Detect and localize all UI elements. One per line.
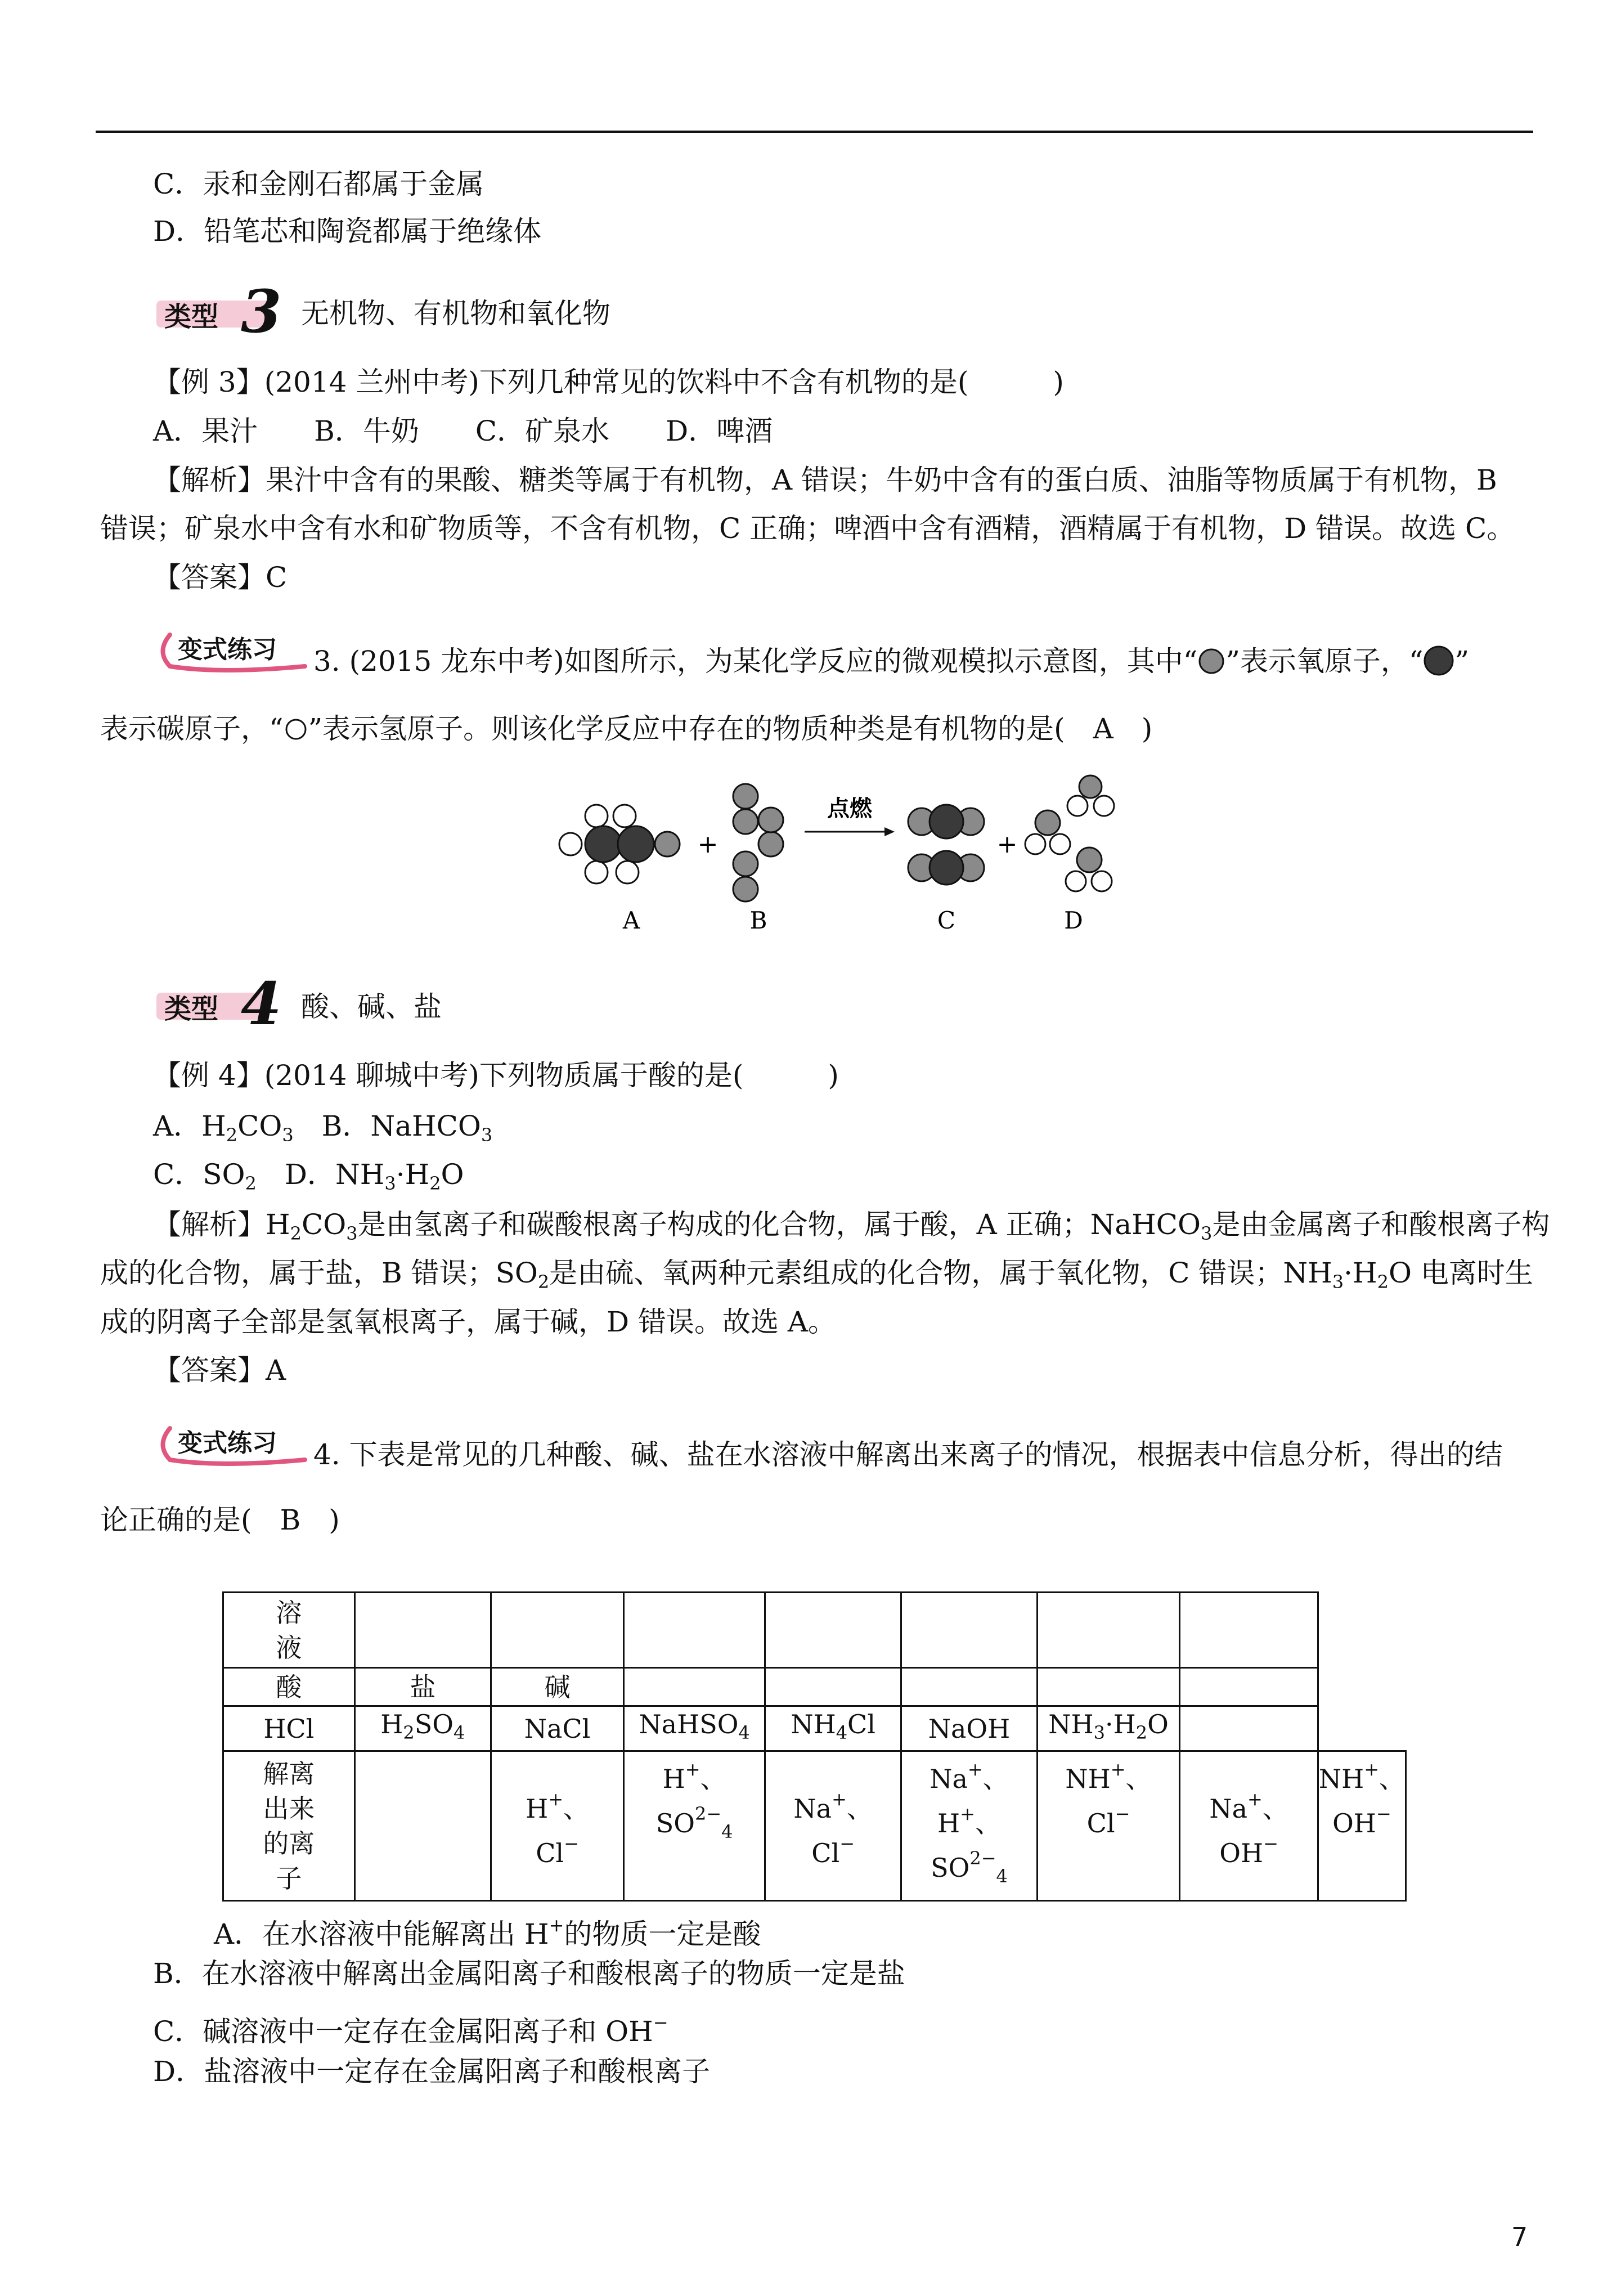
variant-3-line-1: 3. (2015 龙东中考)如图所示，为某化学反应的微观模拟示意图，其中“ ”表示氧原子，“ ” xyxy=(313,645,1469,678)
table-cell: $H_2SO_4$ xyxy=(354,1706,491,1751)
variant-4-option-d: D．盐溶液中一定存在金属阳离子和酸根离子 xyxy=(153,2055,711,2088)
table-cell: NaHSO$_4$ xyxy=(624,1706,765,1751)
table-row xyxy=(223,1668,1406,1706)
type-3-badge xyxy=(156,277,303,346)
table-cell: $NH_4Cl$ xyxy=(765,1706,901,1751)
variant-4-line-1: 4. 下表是常见的几种酸、碱、盐在水溶液中解离出来离子的情况，根据表中信息分析，得出的结 xyxy=(313,1438,1503,1471)
table-row xyxy=(223,1751,1406,1901)
example-3-question: 【例 3】(2014 兰州中考)下列几种常见的饮料中不含有机物的是( ) xyxy=(153,366,1064,398)
example-3-analysis-line-2: 错误；矿泉水中含有水和矿物质等，不含有机物，C 正确；啤酒中含有酒精，酒精属于有机物，D 错误。故选 C。 xyxy=(100,512,1515,545)
variant-3-badge xyxy=(153,629,311,674)
table-cell: NaOH xyxy=(901,1706,1037,1751)
molecule-a xyxy=(559,805,680,884)
type-number: 3 xyxy=(241,277,282,346)
variant-4-option-b: B．在水溶液中解离出金属阳离子和酸根离子的物质一定是盐 xyxy=(153,1957,905,1990)
variant-4-badge xyxy=(153,1423,311,1468)
example-4-options-cd: C．$SO_2$ D．$NH_3\cdot H_2O$ xyxy=(153,1158,464,1194)
table-cell: 盐 xyxy=(354,1668,491,1706)
table-cell: NH+、 Cl− xyxy=(1037,1751,1180,1901)
table-row xyxy=(223,1593,1406,1668)
table-cell: NaCl xyxy=(491,1706,623,1751)
type-label: 类型 xyxy=(164,993,219,1025)
arrow-label: 点燃 xyxy=(827,796,872,822)
variant-4-option-c: C．碱溶液中一定存在金属阳离子和 OH− xyxy=(153,2012,668,2048)
table-row xyxy=(223,1706,1406,1751)
label-a: A xyxy=(622,907,640,934)
label-c: C xyxy=(937,907,956,934)
table-cell: HCl xyxy=(223,1706,355,1751)
table-cell: Na+、 OH− xyxy=(1180,1751,1318,1901)
table-cell: H+、 Cl− xyxy=(491,1751,623,1901)
type-number: 4 xyxy=(241,969,282,1038)
molecule-d xyxy=(1025,775,1114,891)
option-d: D．铅笔芯和陶瓷都属于绝缘体 xyxy=(153,215,542,248)
example-3-options: A．果汁 B．牛奶 C．矿泉水 D．啤酒 xyxy=(153,415,773,447)
table-cell: Na+、H+、 $SO^{2-}_4$ xyxy=(901,1751,1037,1901)
table-cell: 解离 出来 的离 子 xyxy=(223,1751,355,1901)
table-cell: Na+、 Cl− xyxy=(765,1751,901,1901)
label-b: B xyxy=(749,907,767,934)
example-4-question: 【例 4】(2014 聊城中考)下列物质属于酸的是( ) xyxy=(153,1059,839,1092)
table-cell: 酸 xyxy=(223,1668,355,1706)
page-number: 7 xyxy=(1511,2222,1528,2252)
type-3-title: 无机物、有机物和氧化物 xyxy=(301,297,610,330)
variant-badge-label: 变式练习 xyxy=(178,635,277,664)
variant-badge-label: 变式练习 xyxy=(178,1429,277,1458)
molecule-c xyxy=(908,805,984,885)
example-4-analysis-line-3: 成的阴离子全部是氢氧根离子，属于碱，D 错误。故选 A。 xyxy=(100,1306,836,1338)
table-cell: H+、 $SO^{2-}_4$ xyxy=(624,1751,765,1901)
molecule-b xyxy=(733,784,783,902)
type-4-badge xyxy=(156,969,303,1038)
example-4-analysis-line-2: 成的化合物，属于盐，B 错误；$SO_2$是由硫、氧两种元素组成的化合物，属于氧化物，C 错误；$NH_3\cdot H_2O$ 电离时生 xyxy=(100,1257,1533,1293)
example-3-analysis-line-1: 【解析】果汁中含有的果酸、糖类等属于有机物，A 错误；牛奶中含有的蛋白质、油脂等物质属于有机物，B xyxy=(153,464,1497,496)
ions-table xyxy=(222,1591,1407,1902)
table-cell: 碱 xyxy=(491,1668,623,1706)
reaction-arrow-icon xyxy=(805,827,895,836)
example-4-analysis-line-1: 【解析】$H_2CO_3$是由氢离子和碳酸根离子构成的化合物，属于酸，A 正确；NaHCO$_3$是由金属离子和酸根离子构 xyxy=(153,1208,1550,1244)
carbon-atom-icon xyxy=(1423,645,1454,676)
type-label: 类型 xyxy=(164,301,219,333)
header-rule xyxy=(96,131,1533,133)
variant-3-line-2: 表示碳原子，“ ”表示氢原子。则该化学反应中存在的物质种类是有机物的是( A ) xyxy=(100,712,1153,745)
table-cell: $NH_3\cdot H_2O$ xyxy=(1037,1706,1180,1751)
variant-4-option-a: A．在水溶液中能解离出 H+的物质一定是酸 xyxy=(214,1914,761,1950)
type-4-title: 酸、碱、盐 xyxy=(301,990,442,1023)
reaction-diagram xyxy=(557,765,1148,945)
example-3-answer: 【答案】C xyxy=(153,561,288,594)
variant-4-line-2: 论正确的是( B ) xyxy=(100,1504,340,1536)
table-cell: 溶 液 xyxy=(223,1593,355,1668)
plus-2: + xyxy=(996,830,1018,859)
oxygen-atom-icon xyxy=(1197,647,1225,675)
example-4-answer: 【答案】A xyxy=(153,1354,286,1387)
hydrogen-atom-icon xyxy=(284,717,308,742)
example-4-options-ab: A．$H_2CO_3$ B．NaHCO$_3$ xyxy=(153,1110,493,1146)
option-c: C．汞和金刚石都属于金属 xyxy=(153,168,484,200)
table-cell: NH+、 OH− xyxy=(1318,1751,1406,1901)
label-d: D xyxy=(1064,907,1083,934)
plus-1: + xyxy=(697,830,719,859)
